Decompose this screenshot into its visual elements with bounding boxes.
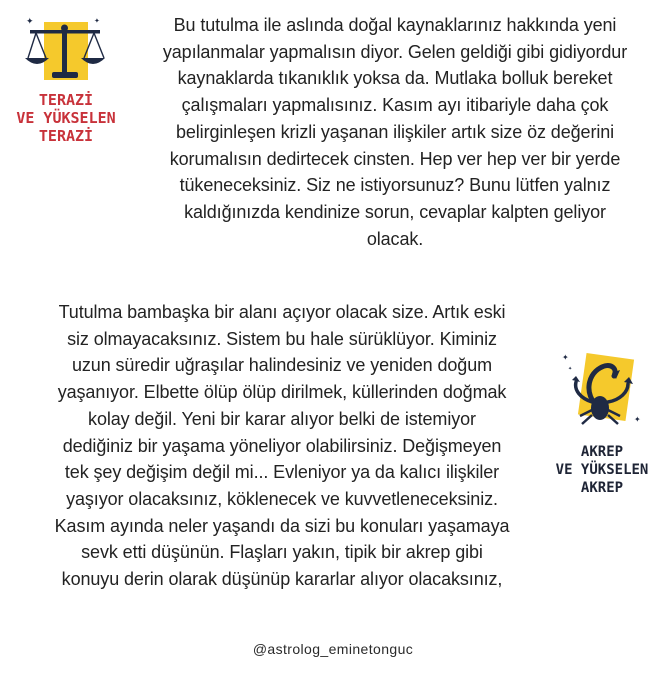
text-line: belirginleşen krizli yaşanan ilişkiler artık size öz değerini: [175, 121, 615, 142]
text-line: korumalısın dedirtecek cinsten. Hep ver hep ver bir yerde: [169, 148, 621, 169]
text-line: siz olmayacaksınız. Sistem bu hale sürüklüyor. Kiminiz: [67, 328, 497, 349]
svg-text:✦: ✦: [94, 17, 100, 25]
text-line: konuyu derin olarak düşünüp kararlar alıyor olacaksınız,: [61, 569, 503, 590]
svg-text:✦: ✦: [562, 353, 569, 362]
text-line: yaşanıyor. Elbette ölüp ölüp dirilmek, küllerinden doğmak: [57, 382, 507, 403]
text-line: Kasım ayında neler yaşandı da sizi bu konuları yaşamaya: [54, 515, 510, 536]
paragraph-libra: [128, 12, 662, 252]
text-line: kaldığınızda kendinize sorun, cevaplar kalpten geliyor: [184, 201, 606, 222]
text-line: Bu tutulma ile aslında doğal kaynaklarınız hakkında yeni: [173, 15, 617, 35]
scorpion-icon: [556, 346, 646, 432]
libra-label-line: TERAZİ: [38, 91, 94, 109]
paragraph-scorpio: [8, 299, 556, 593]
scorpio-label-line: VE YÜKSELEN: [555, 462, 649, 478]
libra-label-line: TERAZİ: [38, 127, 94, 145]
text-line: tek şey değişim değil mi... Evleniyor ya da kalıcı ilişkiler: [64, 462, 500, 483]
scorpio-label-line: AKREP: [580, 480, 624, 496]
text-line: sevk etti düşünün. Flaşları yakın, tipik bir akrep gibi: [81, 542, 483, 563]
text-line: tükeneceksiniz. Siz ne istiyorsunuz? Bunu lütfen yalnız: [179, 175, 611, 196]
author-credit: @astrolog_eminetonguc: [252, 641, 414, 657]
svg-text:✦: ✦: [26, 17, 34, 27]
libra-label-line: VE YÜKSELEN: [16, 109, 116, 127]
text-line: kaynaklarda tıkanıklık yoksa da. Mutlaka bolluk bereket: [177, 68, 613, 89]
text-line: yapılanmalar yapmalısın diyor. Gelen geldiği gibi gidiyordur: [162, 41, 628, 62]
text-line: olacak.: [366, 228, 424, 249]
svg-text:✦: ✦: [568, 366, 573, 372]
text-line: uzun süredir uğraşılar halindesiniz ve yeniden doğum: [71, 355, 493, 376]
scorpio-sign-label: [540, 443, 664, 497]
text-line: çalışmaları yapmalısınız. Kasım ayı itibariyle daha çok: [181, 95, 609, 116]
text-line: yaşıyor olacaksınız, köklenecek ve kuvvetleneceksiniz.: [66, 488, 498, 509]
text-line: Tutulma bambaşka bir alanı açıyor olacak size. Artık eski: [58, 302, 506, 322]
libra-sign-label: [2, 91, 130, 145]
text-line: dediğiniz bir yaşama yöneliyor olabilirsiniz. Değişmeyen: [62, 435, 502, 456]
libra-scales-icon: [22, 14, 106, 90]
svg-text:✦: ✦: [634, 415, 641, 424]
text-line: kolay değil. Yeni bir karar alıyor belki de istemiyor: [88, 408, 476, 429]
scorpio-label-line: AKREP: [580, 444, 624, 460]
